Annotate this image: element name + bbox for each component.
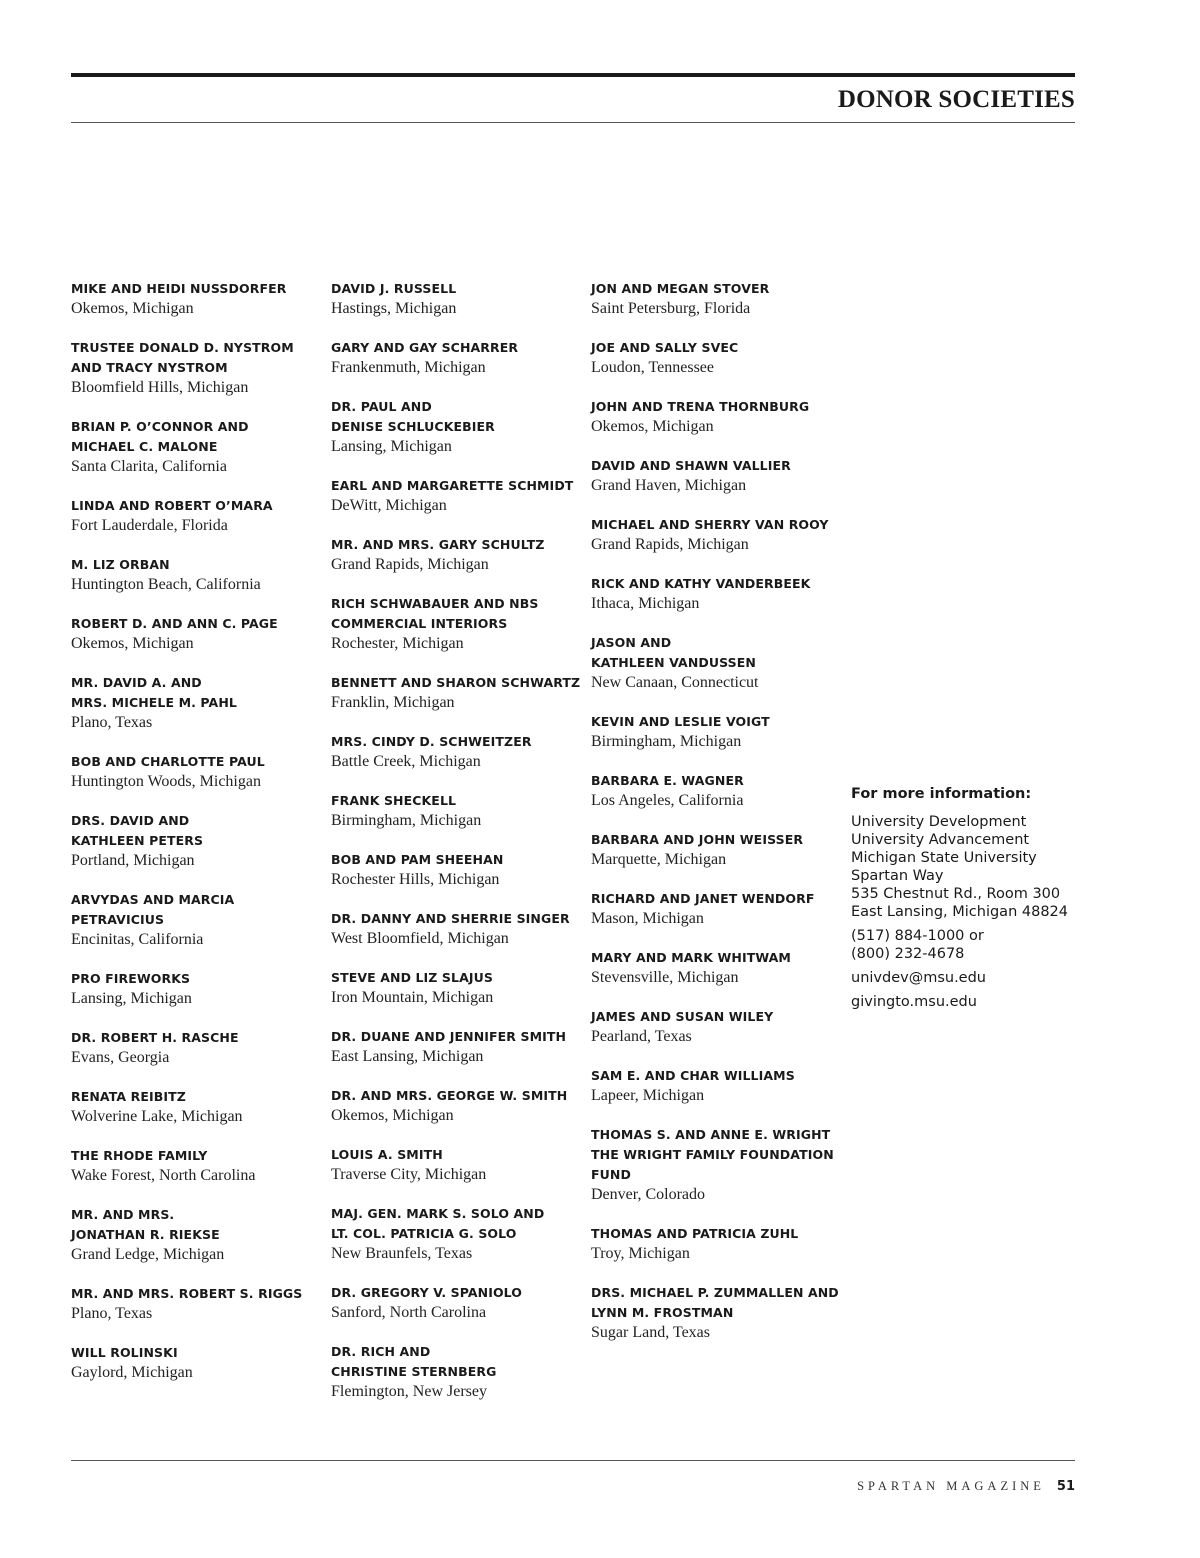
donor-location: Huntington Woods, Michigan — [71, 773, 261, 790]
donor-name: MRS. CINDY D. SCHWEITZER — [331, 734, 532, 749]
donor-location: Traverse City, Michigan — [331, 1166, 487, 1183]
donor-location: East Lansing, Michigan — [331, 1048, 484, 1065]
donor-location: Huntington Beach, California — [71, 576, 261, 593]
donor-location: Birmingham, Michigan — [591, 733, 742, 750]
donor-location: Grand Rapids, Michigan — [591, 536, 749, 553]
donor-entry — [71, 1284, 321, 1324]
donor-entry — [71, 969, 321, 1009]
donor-name: PRO FIREWORKS — [71, 971, 191, 986]
donor-location: Stevensville, Michigan — [591, 969, 739, 986]
donor-entry — [71, 1087, 321, 1127]
donor-name: LYNN M. FROSTMAN — [591, 1305, 734, 1320]
info-website-block — [851, 993, 1081, 1011]
donor-name: BARBARA AND JOHN WEISSER — [591, 832, 804, 847]
donor-name: MICHAEL AND SHERRY VAN ROOY — [591, 517, 829, 532]
donor-entry — [591, 771, 841, 811]
donor-entry — [591, 338, 841, 378]
donor-name: BENNETT AND SHARON SCHWARTZ — [331, 675, 581, 690]
donor-location: Iron Mountain, Michigan — [331, 989, 494, 1006]
top-rule — [71, 73, 1075, 77]
donor-location: Gaylord, Michigan — [71, 1364, 193, 1381]
donor-entry — [591, 515, 841, 555]
donor-entry — [591, 574, 841, 614]
donor-name: RENATA REIBITZ — [71, 1089, 186, 1104]
donor-location: West Bloomfield, Michigan — [331, 930, 509, 947]
donor-location: Fort Lauderdale, Florida — [71, 517, 228, 534]
donor-name: MR. AND MRS. GARY SCHULTZ — [331, 537, 545, 552]
donor-location: Okemos, Michigan — [591, 418, 714, 435]
donor-name: DRS. MICHAEL P. ZUMMALLEN AND — [591, 1285, 839, 1300]
donor-name: COMMERCIAL INTERIORS — [331, 616, 508, 631]
donor-name: DR. PAUL AND — [331, 399, 432, 414]
donor-name: JAMES AND SUSAN WILEY — [591, 1009, 774, 1024]
donor-location: Marquette, Michigan — [591, 851, 727, 868]
donor-entry — [71, 1028, 321, 1068]
info-heading: For more information: — [851, 786, 1032, 802]
magazine-name: SPARTAN MAGAZINE — [857, 1479, 1045, 1493]
donor-location: Wake Forest, North Carolina — [71, 1167, 256, 1184]
section-title: DONOR SOCIETIES — [837, 86, 1075, 113]
donor-location: Sanford, North Carolina — [331, 1304, 487, 1321]
donor-location: Grand Ledge, Michigan — [71, 1246, 225, 1263]
info-email-block — [851, 969, 1081, 987]
donor-name: PETRAVICIUS — [71, 912, 165, 927]
donor-entry — [331, 338, 581, 378]
address-line: University Advancement — [851, 832, 1030, 848]
donor-name: THOMAS AND PATRICIA ZUHL — [591, 1226, 799, 1241]
donor-entry — [331, 535, 581, 575]
donor-entry — [331, 909, 581, 949]
page-number: 51 — [1056, 1479, 1075, 1494]
donor-name: KEVIN AND LESLIE VOIGT — [591, 714, 770, 729]
donor-entry — [591, 712, 841, 752]
donor-entry — [71, 417, 321, 477]
donor-name: MAJ. GEN. MARK S. SOLO AND — [331, 1206, 545, 1221]
donor-name: THE WRIGHT FAMILY FOUNDATION — [591, 1147, 834, 1162]
donor-name: DR. DUANE AND JENNIFER SMITH — [331, 1029, 567, 1044]
donor-entry — [71, 1205, 321, 1265]
donor-location: Flemington, New Jersey — [331, 1383, 487, 1400]
donor-name: MR. AND MRS. — [71, 1207, 175, 1222]
donor-name: KATHLEEN PETERS — [71, 833, 204, 848]
donor-entry — [591, 1066, 841, 1106]
donor-column-2 — [331, 279, 581, 1421]
donor-name: MRS. MICHELE M. PAHL — [71, 695, 237, 710]
donor-entry — [591, 889, 841, 929]
donor-location: Okemos, Michigan — [71, 635, 194, 652]
address-line: 535 Chestnut Rd., Room 300 — [851, 886, 1061, 902]
address-line: Spartan Way — [851, 868, 944, 884]
donor-column-1 — [71, 279, 321, 1402]
donor-entry — [71, 673, 321, 733]
donor-name: LOUIS A. SMITH — [331, 1147, 443, 1162]
donor-name: BRIAN P. O’CONNOR AND — [71, 419, 249, 434]
donor-name: DRS. DAVID AND — [71, 813, 190, 828]
donor-entry — [591, 830, 841, 870]
donor-location: Okemos, Michigan — [331, 1107, 454, 1124]
donor-location: New Braunfels, Texas — [331, 1245, 473, 1262]
info-address — [851, 813, 1081, 921]
donor-name: MARY AND MARK WHITWAM — [591, 950, 791, 965]
donor-location: Okemos, Michigan — [71, 300, 194, 317]
donor-name: DR. AND MRS. GEORGE W. SMITH — [331, 1088, 568, 1103]
donor-location: Troy, Michigan — [591, 1245, 690, 1262]
address-line: Michigan State University — [851, 850, 1037, 866]
address-line: East Lansing, Michigan 48824 — [851, 904, 1068, 920]
donor-name: GARY AND GAY SCHARRER — [331, 340, 519, 355]
donor-entry — [591, 948, 841, 988]
donor-name: MIKE AND HEIDI NUSSDORFER — [71, 281, 287, 296]
donor-entry — [591, 456, 841, 496]
donor-name: WILL ROLINSKI — [71, 1345, 178, 1360]
donor-entry — [591, 1283, 841, 1343]
address-line: University Development — [851, 814, 1027, 830]
donor-location: Wolverine Lake, Michigan — [71, 1108, 243, 1125]
phone-line: (517) 884-1000 or — [851, 928, 984, 944]
donor-entry — [591, 279, 841, 319]
donor-name: JOHN AND TRENA THORNBURG — [591, 399, 810, 414]
donor-entry — [331, 1342, 581, 1402]
info-box — [851, 786, 1081, 1017]
donor-entry — [331, 1145, 581, 1185]
phone-line: (800) 232-4678 — [851, 946, 965, 962]
donor-location: Grand Haven, Michigan — [591, 477, 747, 494]
donor-entry — [331, 673, 581, 713]
donor-name: DR. GREGORY V. SPANIOLO — [331, 1285, 523, 1300]
info-phones — [851, 927, 1081, 963]
donor-name: CHRISTINE STERNBERG — [331, 1364, 497, 1379]
donor-name: LT. COL. PATRICIA G. SOLO — [331, 1226, 517, 1241]
donor-name: JOE AND SALLY SVEC — [591, 340, 739, 355]
donor-entry — [71, 1343, 321, 1383]
donor-name: EARL AND MARGARETTE SCHMIDT — [331, 478, 574, 493]
donor-entry — [331, 732, 581, 772]
donor-name: AND TRACY NYSTROM — [71, 360, 228, 375]
donor-name: STEVE AND LIZ SLAJUS — [331, 970, 493, 985]
donor-entry — [71, 890, 321, 950]
donor-column-3 — [591, 279, 841, 1362]
donor-name: JONATHAN R. RIEKSE — [71, 1227, 220, 1242]
donor-location: Lapeer, Michigan — [591, 1087, 705, 1104]
donor-location: Ithaca, Michigan — [591, 595, 700, 612]
donor-name: BOB AND PAM SHEEHAN — [331, 852, 504, 867]
donor-location: Franklin, Michigan — [331, 694, 455, 711]
donor-name: MR. AND MRS. ROBERT S. RIGGS — [71, 1286, 303, 1301]
bottom-rule — [71, 1460, 1075, 1461]
donor-name: JON AND MEGAN STOVER — [591, 281, 770, 296]
donor-entry — [331, 1283, 581, 1323]
donor-location: Sugar Land, Texas — [591, 1324, 710, 1341]
donor-location: Battle Creek, Michigan — [331, 753, 481, 770]
donor-name: M. LIZ ORBAN — [71, 557, 170, 572]
donor-name: ROBERT D. AND ANN C. PAGE — [71, 616, 278, 631]
donor-location: Los Angeles, California — [591, 792, 744, 809]
donor-name: MICHAEL C. MALONE — [71, 439, 218, 454]
donor-name: DR. RICH AND — [331, 1344, 431, 1359]
donor-entry — [71, 1146, 321, 1186]
donor-location: Grand Rapids, Michigan — [331, 556, 489, 573]
donor-entry — [71, 279, 321, 319]
donor-location: Plano, Texas — [71, 714, 153, 731]
donor-name: RICHARD AND JANET WENDORF — [591, 891, 815, 906]
donor-entry — [71, 752, 321, 792]
donor-entry — [331, 594, 581, 654]
donor-location: DeWitt, Michigan — [331, 497, 447, 514]
donor-name: DENISE SCHLUCKEBIER — [331, 419, 495, 434]
donor-name: DR. DANNY AND SHERRIE SINGER — [331, 911, 570, 926]
donor-name: THE RHODE FAMILY — [71, 1148, 208, 1163]
donor-name: THOMAS S. AND ANNE E. WRIGHT — [591, 1127, 831, 1142]
donor-location: Evans, Georgia — [71, 1049, 170, 1066]
donor-entry — [71, 555, 321, 595]
donor-location: Loudon, Tennessee — [591, 359, 714, 376]
donor-entry — [331, 1086, 581, 1126]
website-link[interactable]: givingto.msu.edu — [851, 994, 977, 1010]
donor-entry — [591, 633, 841, 693]
donor-entry — [331, 1027, 581, 1067]
donor-entry — [71, 338, 321, 398]
donor-entry — [591, 1125, 841, 1205]
donor-name: LINDA AND ROBERT O’MARA — [71, 498, 273, 513]
donor-name: BARBARA E. WAGNER — [591, 773, 744, 788]
donor-name: SAM E. AND CHAR WILLIAMS — [591, 1068, 795, 1083]
donor-name: FRANK SHECKELL — [331, 793, 457, 808]
donor-location: Santa Clarita, California — [71, 458, 227, 475]
donor-location: Encinitas, California — [71, 931, 204, 948]
donor-location: New Canaan, Connecticut — [591, 674, 759, 691]
donor-entry — [331, 1204, 581, 1264]
donor-name: RICH SCHWABAUER AND NBS — [331, 596, 539, 611]
donor-location: Rochester, Michigan — [331, 635, 464, 652]
donor-entry — [71, 811, 321, 871]
donor-location: Plano, Texas — [71, 1305, 153, 1322]
donor-location: Birmingham, Michigan — [331, 812, 482, 829]
donor-entry — [331, 968, 581, 1008]
donor-entry — [331, 791, 581, 831]
donor-name: RICK AND KATHY VANDERBEEK — [591, 576, 811, 591]
donor-location: Lansing, Michigan — [71, 990, 192, 1007]
donor-name: ARVYDAS AND MARCIA — [71, 892, 235, 907]
donor-location: Saint Petersburg, Florida — [591, 300, 751, 317]
donor-name: FUND — [591, 1167, 631, 1182]
donor-name: JASON AND — [591, 635, 672, 650]
donor-entry — [331, 397, 581, 457]
donor-location: Bloomfield Hills, Michigan — [71, 379, 249, 396]
donor-location: Mason, Michigan — [591, 910, 704, 927]
donor-name: DAVID AND SHAWN VALLIER — [591, 458, 791, 473]
email-link[interactable]: univdev@msu.edu — [851, 970, 986, 986]
donor-location: Frankenmuth, Michigan — [331, 359, 486, 376]
donor-name: DAVID J. RUSSELL — [331, 281, 457, 296]
donor-location: Pearland, Texas — [591, 1028, 692, 1045]
donor-entry — [71, 614, 321, 654]
donor-name: DR. ROBERT H. RASCHE — [71, 1030, 239, 1045]
donor-entry — [591, 397, 841, 437]
donor-entry — [331, 476, 581, 516]
donor-entry — [331, 850, 581, 890]
footer — [857, 1479, 1075, 1494]
donor-entry — [71, 496, 321, 536]
donor-name: TRUSTEE DONALD D. NYSTROM — [71, 340, 294, 355]
donor-name: BOB AND CHARLOTTE PAUL — [71, 754, 265, 769]
donor-location: Denver, Colorado — [591, 1186, 705, 1203]
donor-location: Hastings, Michigan — [331, 300, 457, 317]
donor-location: Lansing, Michigan — [331, 438, 452, 455]
donor-entry — [591, 1007, 841, 1047]
donor-entry — [591, 1224, 841, 1264]
donor-name: MR. DAVID A. AND — [71, 675, 202, 690]
title-rule — [71, 122, 1075, 123]
donor-location: Rochester Hills, Michigan — [331, 871, 500, 888]
donor-name: KATHLEEN VANDUSSEN — [591, 655, 756, 670]
donor-location: Portland, Michigan — [71, 852, 195, 869]
donor-entry — [331, 279, 581, 319]
